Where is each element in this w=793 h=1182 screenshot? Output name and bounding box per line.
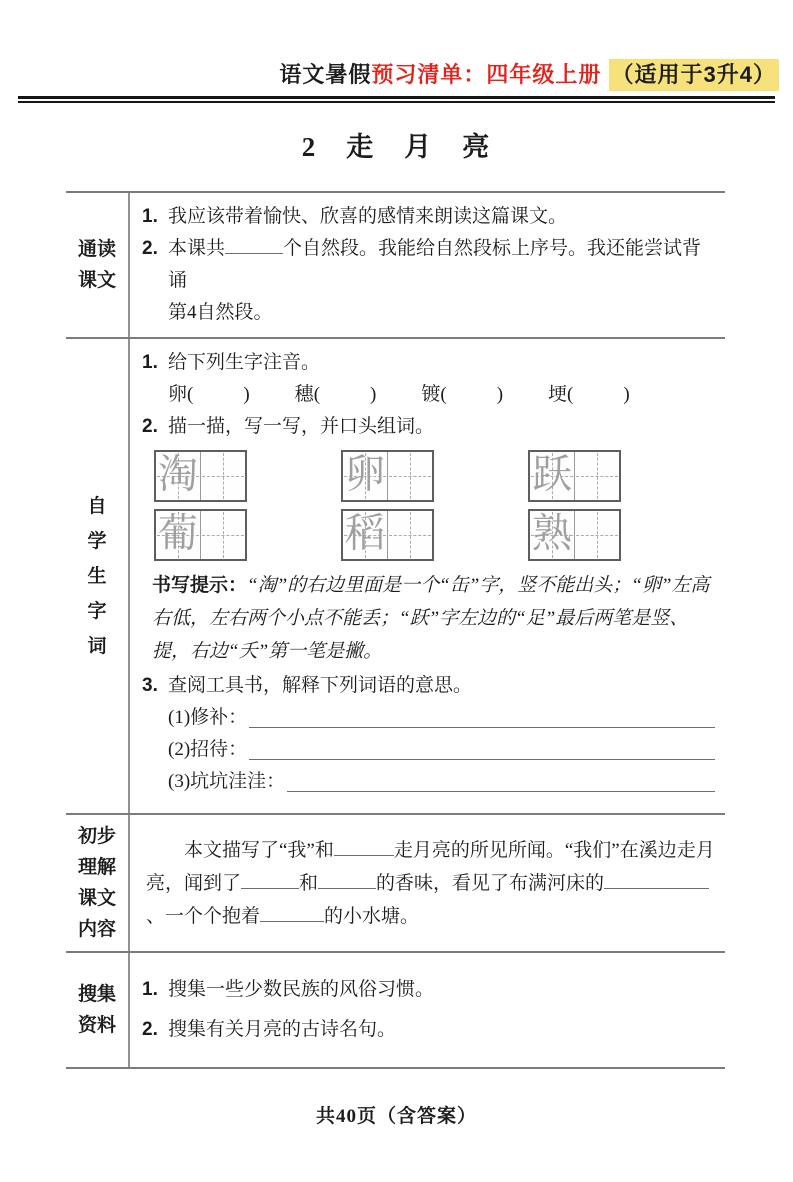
item-number: 2. [142, 416, 158, 437]
item-text: 描一描，写一写，并口头组词。 [168, 416, 435, 437]
task-item [142, 670, 717, 702]
row-content-read-through [130, 193, 725, 337]
trace-character: 稻 [345, 510, 385, 556]
writing-grid-box [528, 509, 621, 561]
writing-tips-label: 书写提示： [152, 575, 248, 596]
grid-cell-empty [200, 511, 245, 559]
item-text: 搜集一些少数民族的风俗习惯。 [168, 979, 435, 1000]
row-read-through [66, 193, 725, 339]
pinyin-exercise-row [168, 379, 717, 411]
lesson-title: 2 走 月 亮 [301, 132, 492, 162]
grid-cell [156, 452, 200, 500]
rule-thin [18, 101, 775, 103]
writing-tips [152, 569, 715, 668]
grid-cell [343, 452, 387, 500]
page-header [0, 60, 779, 90]
character: 穗 [294, 384, 314, 405]
item-number: 1. [142, 352, 158, 373]
trace-character: 淘 [158, 451, 198, 497]
trace-character: 卵 [345, 451, 385, 497]
item-text: 本课共 个自然段。我能给自然段标上序号。我还能尝试背诵 第4自然段。 [168, 233, 717, 329]
grid-cell [530, 511, 574, 559]
definition-row [168, 734, 717, 766]
header-double-rule [18, 96, 775, 103]
task-item [142, 201, 717, 233]
fill-blank-line [285, 766, 717, 798]
trace-character: 熟 [532, 510, 572, 556]
grid-cell [530, 452, 574, 500]
writing-grid-row [154, 450, 717, 502]
definition-row [168, 766, 717, 798]
writing-grid-box [154, 509, 247, 561]
writing-grid-box [341, 509, 434, 561]
header-highlight-badge: （适用于3升4） [609, 59, 779, 91]
header-title-black: 语文暑假 [279, 62, 372, 87]
grid-cell-empty [200, 452, 245, 500]
row-label-comprehension: 初步 理解 课文 内容 [66, 815, 130, 951]
task-item [142, 233, 717, 329]
preview-table [66, 191, 725, 1069]
row-label-read-through: 通读 课文 [66, 193, 130, 337]
fill-blank-line [604, 872, 709, 889]
fill-blank-line [247, 734, 717, 766]
fill-blank-line [318, 872, 376, 889]
row-content-self-study [130, 339, 725, 813]
item-text: 搜集有关月亮的古诗名句。 [168, 1019, 397, 1040]
row-collect-materials [66, 953, 725, 1069]
pinyin-group: 埂 ( ) [548, 379, 630, 411]
character: 埂 [548, 384, 568, 405]
writing-grid-box [341, 450, 434, 502]
item-number: 2. [142, 1019, 158, 1040]
writing-grid-row [154, 509, 717, 561]
item-number: 3. [142, 675, 158, 696]
item-number: 1. [142, 206, 158, 227]
writing-grid-box [528, 450, 621, 502]
writing-tips-text: “淘”的右边里面是一个“缶”字，竖不能出头；“卵”左高右低，左右两个小点不能丢；“跃”字左边的“足”最后两笔是竖、提，右边“夭”第一笔是撇。 [152, 575, 710, 662]
grid-cell [343, 511, 387, 559]
footer-page-count: 共40页（含答案） [315, 1106, 477, 1127]
character: 卵 [168, 384, 188, 405]
grid-cell-empty [387, 511, 432, 559]
task-item [142, 974, 717, 1006]
row-self-study-characters [66, 339, 725, 815]
grid-cell-empty [387, 452, 432, 500]
item-number: 1. [142, 979, 158, 1000]
fill-blank-line [334, 839, 394, 856]
row-label-self-study: 自 学 生 字 词 [66, 339, 130, 813]
row-label-collect-materials: 搜集 资料 [66, 953, 130, 1067]
task-item [142, 411, 717, 443]
rule-thick [18, 96, 775, 99]
trace-character: 葡 [158, 510, 198, 556]
grid-cell-empty [574, 452, 619, 500]
writing-grid-box [154, 450, 247, 502]
definition-term: (2)招待： [168, 739, 248, 760]
character: 镀 [421, 384, 441, 405]
item-text: 查阅工具书，解释下列词语的意思。 [168, 675, 473, 696]
header-title-red: 预习清单：四年级上册 [371, 62, 602, 87]
pinyin-group: 卵 ( ) [168, 379, 250, 411]
grid-cell [156, 511, 200, 559]
definition-term: (1)修补： [168, 707, 248, 728]
fill-blank-line [247, 702, 717, 734]
task-item [142, 347, 717, 379]
task-item [142, 1014, 717, 1046]
trace-character: 跃 [532, 451, 572, 497]
grid-cell-empty [574, 511, 619, 559]
fill-blank-line [225, 237, 283, 254]
definition-row [168, 702, 717, 734]
item-number: 2. [142, 238, 158, 259]
item-text: 我应该带着愉快、欣喜的感情来朗读这篇课文。 [168, 206, 568, 227]
item-text: 给下列生字注音。 [168, 352, 321, 373]
fill-blank-line [260, 905, 324, 922]
fill-blank-line [241, 872, 299, 889]
row-content-comprehension [130, 815, 725, 951]
definition-term: (3)坑坑洼洼： [168, 771, 286, 792]
item-text-line2: 第4自然段。 [168, 302, 273, 323]
comprehension-paragraph: 本文描写了“我”和 走月亮的所见所闻。“我们”在溪边走月亮，闻到了 和 的香味，看见了布满河床的、一个个抱着 的小水塘。 [146, 839, 715, 927]
row-content-collect-materials [130, 953, 725, 1067]
pinyin-group: 穗 ( ) [295, 379, 377, 411]
pinyin-group: 镀 ( ) [421, 379, 503, 411]
row-comprehension [66, 815, 725, 953]
